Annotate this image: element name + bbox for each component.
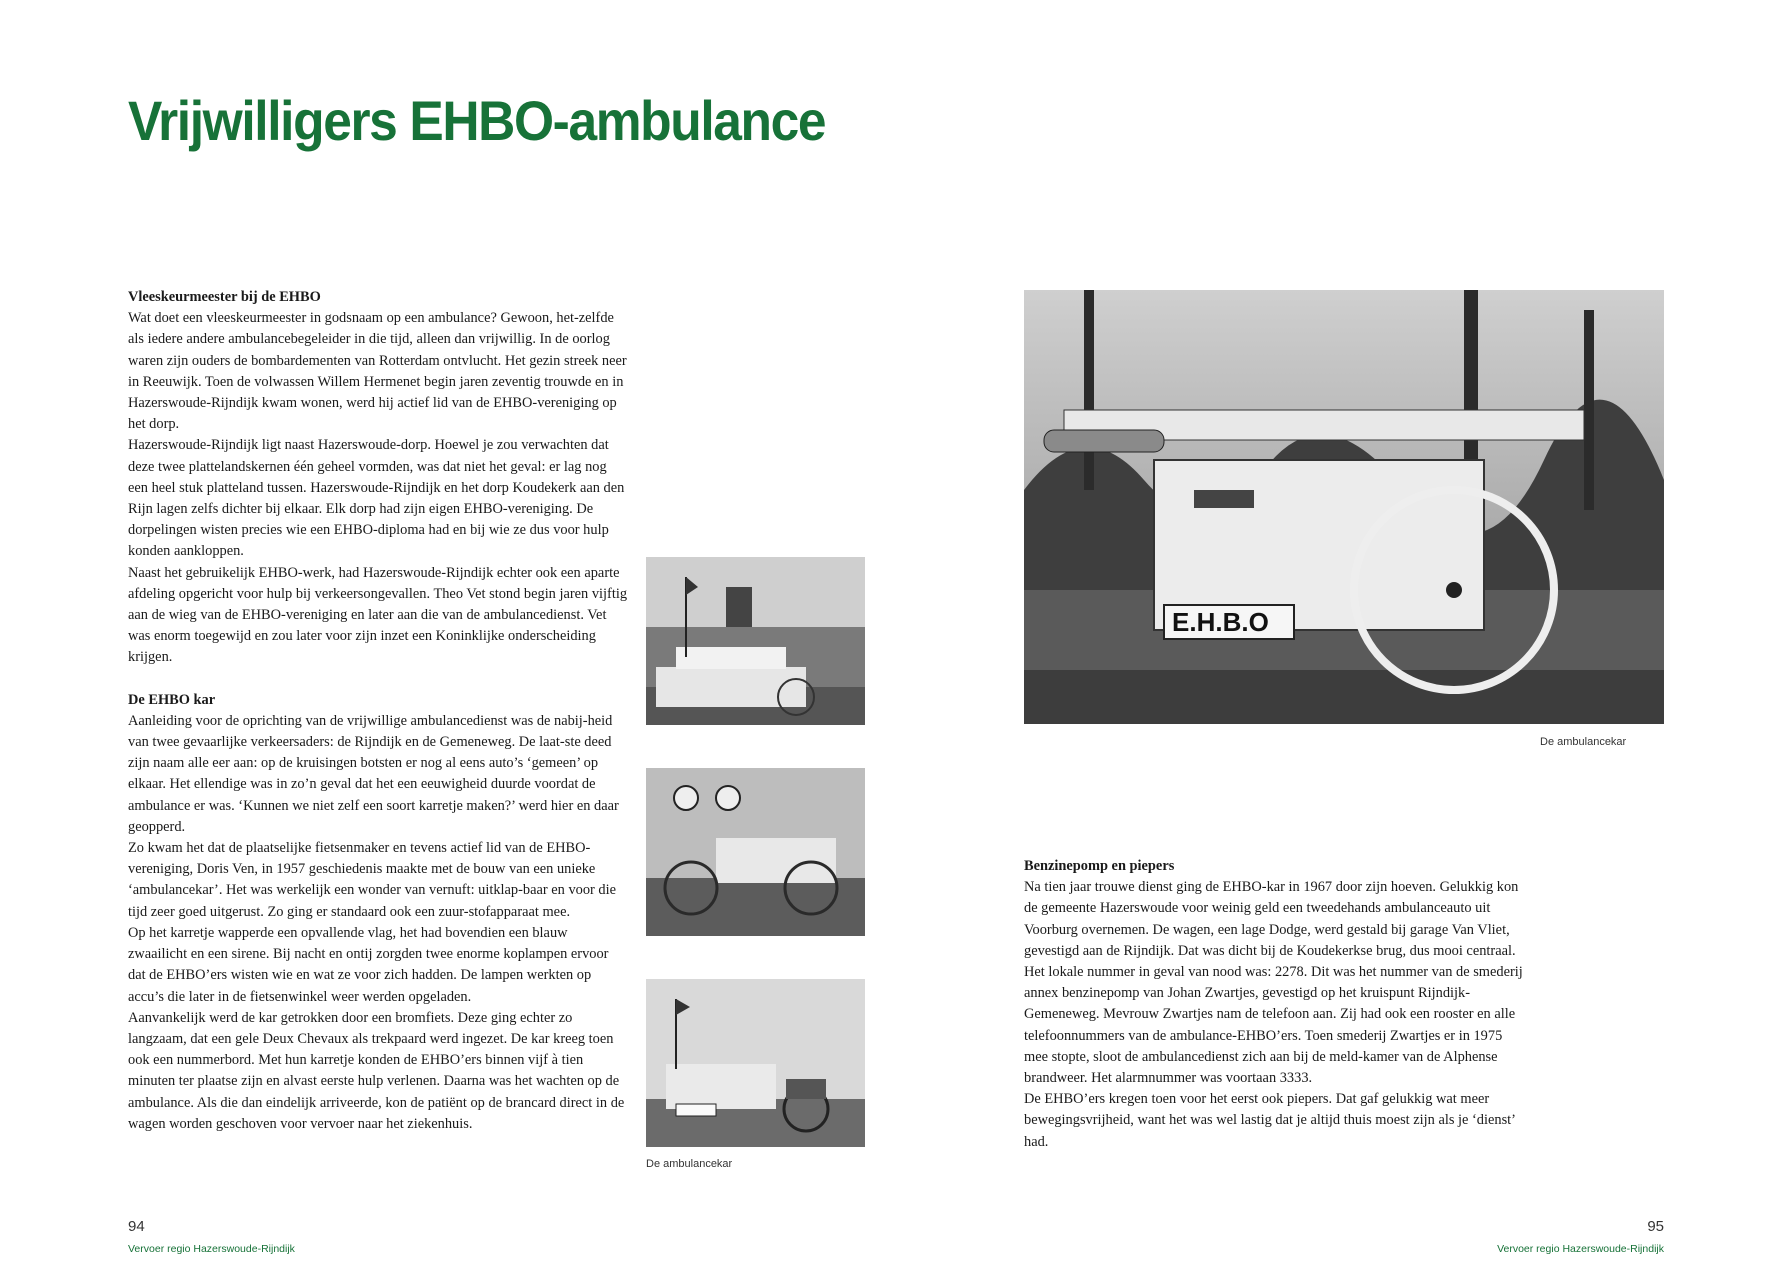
large-photo-plate-text: E.H.B.O (1172, 607, 1269, 637)
photo-ambulance-cart-3 (646, 979, 865, 1147)
paragraph: Het lokale nummer in geval van nood was: 2278. Dit was het nummer van de smederij annex benzinepomp van Johan Zwartjes, gevestigd op het kruispunt Rijndijk-Gemeneweg. Mevrouw Zwartjes nam de telefoon aan. Zij had ook een rooster en alle telefoonnummers van de ambulance-EHBO’ers. Toen smederij Zwartjes er in 1975 mee stopte, sloot de ambulancedienst zich aan bij de meld-kamer van de Alphense brandweer. Het alarmnummer was voortaan 3333. (1024, 964, 1523, 1087)
section-heading-ehbo-kar: De EHBO kar (128, 691, 216, 708)
photo-ambulance-cart-1 (646, 557, 865, 725)
paragraph: Zo kwam het dat de plaatselijke fietsenmaker en tevens actief lid van de EHBO-vereniging, Doris Ven, in 1957 geschiedenis maakte met de bouw van een unieke ‘ambulancekar’. Het was werkelijk een wonder van vernuft: uitklap-baar en voor die tijd zeer goed uitgerust. Zo ging er standaard ook een zuur-stofapparaat mee. (128, 840, 617, 920)
paragraph: Aanvankelijk werd de kar getrokken door een bromfiets. Deze ging echter zo langzaam, dat een gele Deux Chevaux als trekpaard werd ingezet. De kar kreeg toen ook een nummerbord. Met hun karretje konden de EHBO’ers binnen vijf à tien minuten ter plaatse zijn en alvast eerste hulp verlenen. Daarna was het wachten op de ambulance. Als die dan eindelijk arriveerde, kon de patiënt op de brancard direct in de wagen worden geschoven voor vervoer naar het ziekenhuis. (128, 1009, 625, 1132)
paragraph: Wat doet een vleeskeurmeester in godsnaam op een ambulance? Gewoon, het-zelfde als iedere andere ambulancebegeleider in die tijd, alleen dan vrijwillig. In de oorlog waren zijn ouders de bombardementen van Rotterdam ontvlucht. Het gezin streek neer in Reeuwijk. Toen de volwassen Willem Hermenet begin jaren zeventig trouwde en in Hazerswoude-Rijndijk kwam wonen, werd hij actief lid van de EHBO-vereniging op het dorp. (128, 310, 627, 433)
left-text-column (128, 287, 628, 1135)
photo-ambulance-cart-2 (646, 768, 865, 936)
paragraph: De EHBO’ers kregen toen voor het eerst ook piepers. Dat gaf gelukkig wat meer bewegingsvrijheid, want het was wel lastig dat je altijd thuis moest zijn als je ‘dienst’ had. (1024, 1091, 1515, 1150)
page-number-right: 95 (1647, 1218, 1664, 1235)
footer-right: Vervoer regio Hazerswoude-Rijndijk (1497, 1243, 1664, 1255)
page-title: Vrijwilligers EHBO-ambulance (128, 89, 826, 152)
paragraph: Op het karretje wapperde een opvallende vlag, het had bovendien een blauw zwaailicht en een sirene. Bij nacht en ontij zorgden twee enorme koplampen ervoor dat de EHBO’ers wisten wie en wat ze voor zich hadden. De lampen werkten op accu’s die later in de fietsenwinkel weer werden opgeladen. (128, 924, 609, 1005)
section-heading-benzinepomp: Benzinepomp en piepers (1024, 858, 1175, 874)
section-heading-vleeskeurmeester: Vleeskeurmeester bij de EHBO (128, 289, 321, 305)
caption-large-photo: De ambulancekar (1540, 736, 1627, 748)
right-text-column (1024, 856, 1524, 1153)
paragraph: Naast het gebruikelijk EHBO-werk, had Hazerswoude-Rijndijk echter ook een aparte afdeling opgericht voor hulp bij verkeersongevallen. Theo Vet stond begin jaren vijftig aan de wieg van de EHBO-vereniging en later aan die van de ambulancedienst. Vet was enorm toegewijd en zou later voor zijn inzet een Koninklijke onderscheiding krijgen. (128, 564, 628, 666)
caption-small-photos: De ambulancekar (646, 1158, 733, 1170)
page-number-left: 94 (128, 1218, 145, 1235)
paragraph: Hazerswoude-Rijndijk ligt naast Hazerswoude-dorp. Hoewel je zou verwachten dat deze twee plattelandskernen één geheel vormden, was dat niet het geval: er lag nog een heel stuk platteland tussen. Hazerswoude-Rijndijk en het dorp Koudekerk aan den Rijn lagen zelfs dichter bij elkaar. Elk dorp had zijn eigen EHBO-vereniging. De dorpelingen wisten precies wie een EHBO-diploma had en bij wie ze dus voor hulp konden aankloppen. (128, 437, 625, 560)
paragraph: Na tien jaar trouwe dienst ging de EHBO-kar in 1967 door zijn hoeven. Gelukkig kon de gemeente Hazerswoude voor weinig geld een tweedehands ambulanceauto uit Voorburg overnemen. De wagen, een lage Dodge, werd gestald bij garage Van Vliet, gevestigd aan de Rijndijk. Dat was dicht bij de Koudekerkse brug, dus mooi centraal. (1024, 879, 1519, 959)
footer-left: Vervoer regio Hazerswoude-Rijndijk (128, 1243, 295, 1255)
photo-ambulance-cart-large (1024, 290, 1664, 724)
paragraph: Aanleiding voor de oprichting van de vrijwillige ambulancedienst was de nabij-heid van twee gevaarlijke verkeersaders: de Rijndijk en de Gemeneweg. De laat-ste deed zijn naam alle eer aan: op de kruisingen botsten er nog al eens auto’s ‘gemeen’ op elkaar. Het ellendige was in zo’n geval dat het een eeuwigheid duurde voordat de ambulance er was. ‘Kunnen we niet zelf een soort karretje maken?’ werd hier en daar geopperd. (128, 712, 619, 835)
